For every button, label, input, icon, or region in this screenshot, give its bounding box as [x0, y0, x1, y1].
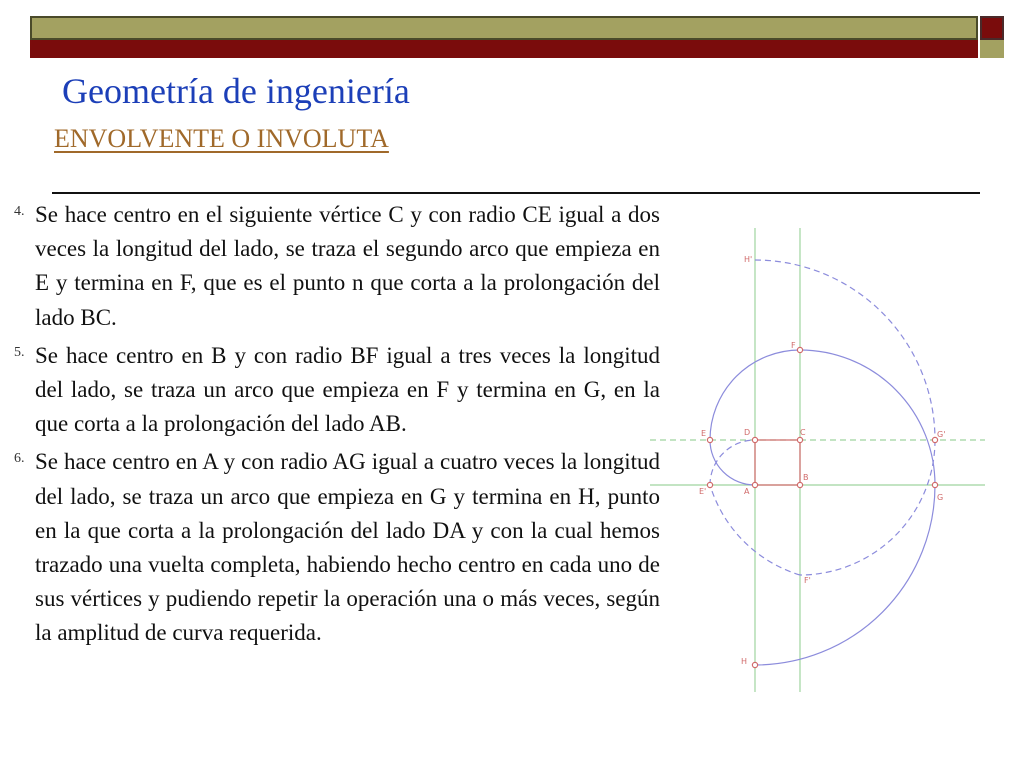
label-a: A [744, 487, 750, 496]
arc-dashed-e-prime [710, 440, 755, 485]
label-c: C [800, 428, 806, 437]
label-d: D [744, 428, 751, 437]
slide-subtitle: ENVOLVENTE O INVOLUTA [54, 124, 389, 153]
label-h-prime: H' [744, 255, 753, 264]
arc-solid-g-h [755, 485, 935, 665]
label-g-prime: G' [937, 430, 946, 439]
point-e [707, 437, 712, 442]
label-b: B [803, 473, 809, 482]
point-b [797, 482, 802, 487]
point-a [752, 482, 757, 487]
step-text: Se hace centro en el siguiente vértice C y con radio CE igual a dos veces la longitud del lado, se traza el segundo arco que empieza en E y termina en F, que es el punto n que corta a la prolongación del lado BC. [35, 202, 660, 330]
point-h [752, 662, 757, 667]
header-bar-red [30, 40, 978, 58]
header-bar-olive [30, 16, 978, 40]
label-f-prime: F' [804, 576, 811, 585]
square-abcd [755, 440, 800, 485]
step-item [0, 339, 660, 442]
steps-list [0, 198, 660, 655]
step-item [0, 445, 660, 650]
step-number: 6. [14, 451, 25, 467]
header-decoration [0, 0, 1024, 60]
arc-solid-f-g [800, 350, 935, 485]
label-h: H [741, 657, 748, 666]
step-text: Se hace centro en A y con radio AG igual a cuatro veces la longitud del lado, se traza un arco que empieza en G y termina en H, punto en la que corta a la prolongación del lado DA y con la cual hemos trazado una vuelta completa, habiendo hecho centro en cada uno de sus vértices y pudiendo repetir la operación una o más veces, según la amplitud de curva requerida. [35, 449, 660, 646]
point-g [932, 482, 937, 487]
arc-dashed-g-prime [800, 440, 935, 575]
header-square-olive [980, 40, 1004, 58]
step-number: 4. [14, 204, 25, 219]
label-f: F [791, 341, 796, 350]
point-e-prime [707, 482, 712, 487]
step-number: 5. [14, 344, 25, 360]
involute-figure [648, 225, 988, 695]
point-c [797, 437, 802, 442]
label-e-prime: E' [699, 487, 707, 496]
point-f [797, 347, 802, 352]
step-text: Se hace centro en B y con radio BF igual a tres veces la longitud del lado, se traza un arco que empieza en F y termina en G, en la que corta a la prolongación del lado AB. [35, 342, 660, 437]
label-e: E [701, 429, 707, 438]
header-square-red [980, 16, 1004, 40]
label-g: G [937, 493, 944, 502]
arc-dashed-h-prime [755, 260, 935, 440]
slide-title: Geometría de ingeniería [62, 71, 410, 111]
point-d [752, 437, 757, 442]
arc-solid-d-e [710, 440, 755, 485]
divider-line [52, 192, 980, 194]
step-item [0, 198, 660, 335]
